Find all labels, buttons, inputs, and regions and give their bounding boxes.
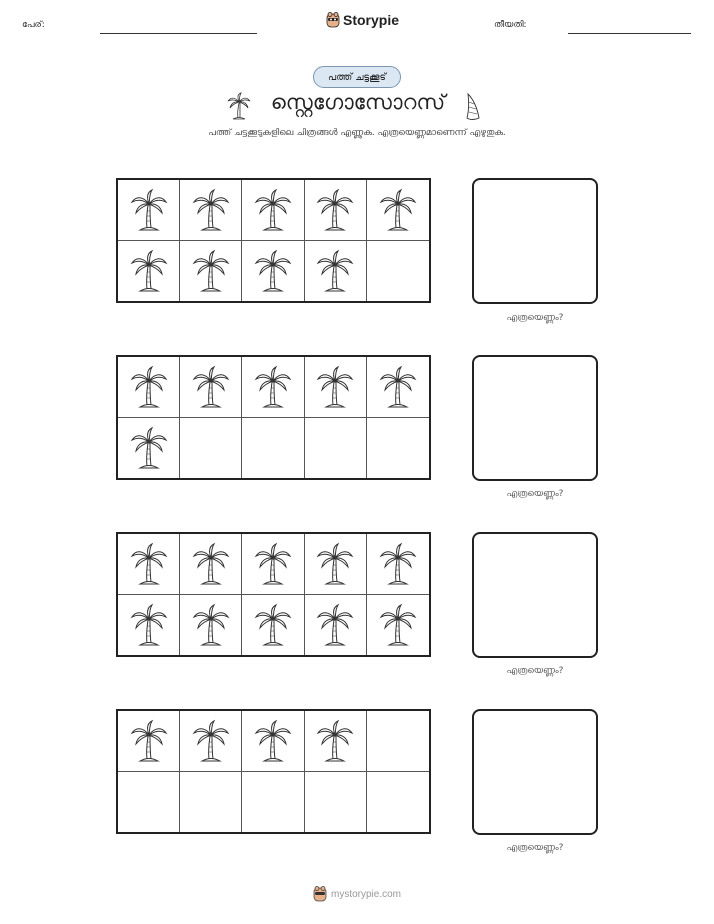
- ten-frame: [116, 532, 431, 657]
- frame-cell: [118, 241, 180, 302]
- frame-cell: [305, 772, 367, 833]
- frame-cell: [242, 418, 304, 479]
- footer-url[interactable]: mystorypie.com: [330, 888, 401, 900]
- palm-tree-icon: [191, 365, 231, 409]
- frame-cell: [118, 180, 180, 241]
- frame-cell: [242, 595, 304, 656]
- frame-cell: [242, 180, 304, 241]
- mascot-icon: [326, 12, 340, 28]
- palm-tree-icon: [253, 249, 293, 293]
- frame-cell: [305, 711, 367, 772]
- frame-cell: [242, 534, 304, 595]
- palm-tree-icon: [129, 719, 169, 763]
- instructions: പത്ത് ചട്ടക്കൂടുകളിലെ ചിത്രങ്ങൾ എണ്ണുക. എത്രയെണ്ണമാണെന്ന് എഴുതുക.: [208, 128, 506, 138]
- frame-cell: [305, 241, 367, 302]
- frame-cell: [305, 180, 367, 241]
- answer-label: എത്രയെണ്ണം?: [506, 843, 564, 853]
- frame-cell: [180, 595, 242, 656]
- palm-tree-icon: [378, 188, 418, 232]
- mascot-icon: [313, 886, 327, 902]
- answer-box[interactable]: [472, 709, 598, 835]
- palm-tree-icon: [315, 188, 355, 232]
- palm-tree-icon: [191, 542, 231, 586]
- answer-box[interactable]: [472, 532, 598, 658]
- answer-label: എത്രയെണ്ണം?: [506, 489, 564, 499]
- palm-tree-icon: [129, 603, 169, 647]
- frame-cell: [367, 241, 429, 302]
- frame-cell: [180, 357, 242, 418]
- frame-cell: [367, 357, 429, 418]
- frame-cell: [180, 418, 242, 479]
- answer-box[interactable]: [472, 178, 598, 304]
- frame-cell: [367, 534, 429, 595]
- frame-cell: [367, 711, 429, 772]
- ten-frame: [116, 709, 431, 834]
- frame-cell: [367, 595, 429, 656]
- footer: [0, 886, 714, 902]
- palm-tree-icon: [129, 426, 169, 470]
- brand-logo: [326, 12, 399, 28]
- frame-cell: [118, 534, 180, 595]
- palm-tree-icon: [226, 92, 252, 120]
- palm-tree-icon: [315, 542, 355, 586]
- palm-tree-icon: [378, 542, 418, 586]
- palm-tree-icon: [378, 603, 418, 647]
- palm-tree-icon: [191, 249, 231, 293]
- frame-cell: [305, 534, 367, 595]
- palm-tree-icon: [253, 365, 293, 409]
- palm-tree-icon: [315, 249, 355, 293]
- brand-name: Storypie: [343, 12, 400, 28]
- page-title: സ്റ്റെഗോസോറസ്: [270, 90, 446, 114]
- frame-cell: [242, 241, 304, 302]
- palm-tree-icon: [253, 719, 293, 763]
- palm-tree-icon: [253, 542, 293, 586]
- frame-cell: [305, 357, 367, 418]
- frame-cell: [180, 180, 242, 241]
- palm-tree-icon: [191, 603, 231, 647]
- frame-cell: [180, 534, 242, 595]
- palm-tree-icon: [129, 365, 169, 409]
- palm-tree-icon: [129, 542, 169, 586]
- frame-cell: [118, 357, 180, 418]
- frame-cell: [118, 418, 180, 479]
- palm-tree-icon: [129, 249, 169, 293]
- palm-tree-icon: [253, 603, 293, 647]
- date-label: തീയതി:: [494, 20, 527, 30]
- topic-badge: പത്ത് ചട്ടക്കൂട്: [313, 66, 401, 88]
- ten-frame: [116, 355, 431, 480]
- frame-cell: [242, 711, 304, 772]
- frame-cell: [367, 418, 429, 479]
- frame-cell: [367, 772, 429, 833]
- frame-cell: [118, 711, 180, 772]
- date-line[interactable]: [568, 33, 691, 34]
- palm-tree-icon: [315, 603, 355, 647]
- ten-frame: [116, 178, 431, 303]
- frame-cell: [305, 595, 367, 656]
- name-label: പേര്:: [22, 20, 45, 30]
- frame-cell: [118, 772, 180, 833]
- frame-cell: [242, 357, 304, 418]
- palm-tree-icon: [315, 365, 355, 409]
- frame-cell: [180, 772, 242, 833]
- palm-tree-icon: [253, 188, 293, 232]
- palm-tree-icon: [378, 365, 418, 409]
- frame-cell: [180, 711, 242, 772]
- frame-cell: [242, 772, 304, 833]
- frame-cell: [367, 180, 429, 241]
- palm-tree-icon: [191, 719, 231, 763]
- answer-label: എത്രയെണ്ണം?: [506, 666, 564, 676]
- answer-box[interactable]: [472, 355, 598, 481]
- frame-cell: [118, 595, 180, 656]
- frame-cell: [180, 241, 242, 302]
- palm-tree-icon: [129, 188, 169, 232]
- frame-cell: [305, 418, 367, 479]
- answer-label: എത്രയെണ്ണം?: [506, 313, 564, 323]
- dinosaur-spike-icon: [464, 93, 482, 121]
- name-line[interactable]: [100, 33, 257, 34]
- palm-tree-icon: [315, 719, 355, 763]
- palm-tree-icon: [191, 188, 231, 232]
